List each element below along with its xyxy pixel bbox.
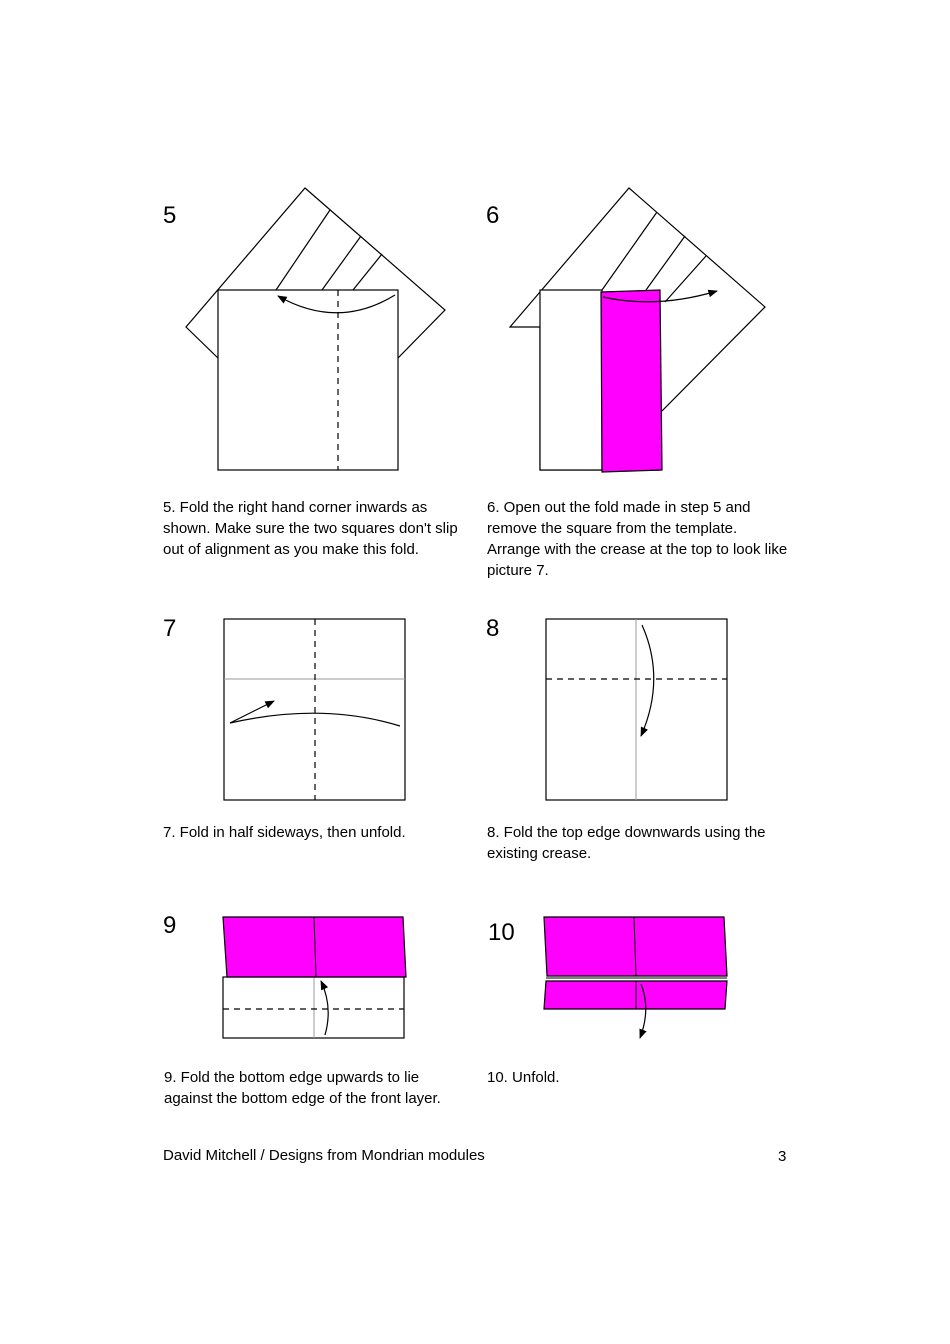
diagram-step-5 [183,184,445,474]
step-caption-7: 7. Fold in half sideways, then unfold. [163,824,406,841]
step-caption-8: 8. Fold the top edge downwards using the existing crease. [487,824,766,862]
step-caption-5: 5. Fold the right hand corner inwards as shown. Make sure the two squares don't slip out of alignment as you make this fold. [163,499,458,558]
step-number-10: 10 [488,919,515,946]
diagram-step-7 [222,617,407,802]
diagram-step-10 [541,914,731,1042]
page-number: 3 [778,1148,787,1165]
diagram-step-9 [221,914,408,1040]
step-number-9: 9 [163,912,177,939]
diagram-step-6 [507,184,769,474]
step-caption-9: 9. Fold the bottom edge upwards to lie against the bottom edge of the front layer. [164,1069,441,1107]
step-caption-10: 10. Unfold. [487,1069,560,1086]
diagram-step-8 [544,617,729,802]
step-number-8: 8 [486,615,500,642]
step-number-6: 6 [486,202,500,229]
magenta-flap [601,290,662,472]
step-caption-6: 6. Open out the fold made in step 5 and remove the square from the template. Arrange with the crease at the top to look like picture 7. [487,499,788,579]
footer-credit: David Mitchell / Designs from Mondrian modules [163,1147,485,1164]
step-number-5: 5 [163,202,177,229]
step-number-7: 7 [163,615,177,642]
